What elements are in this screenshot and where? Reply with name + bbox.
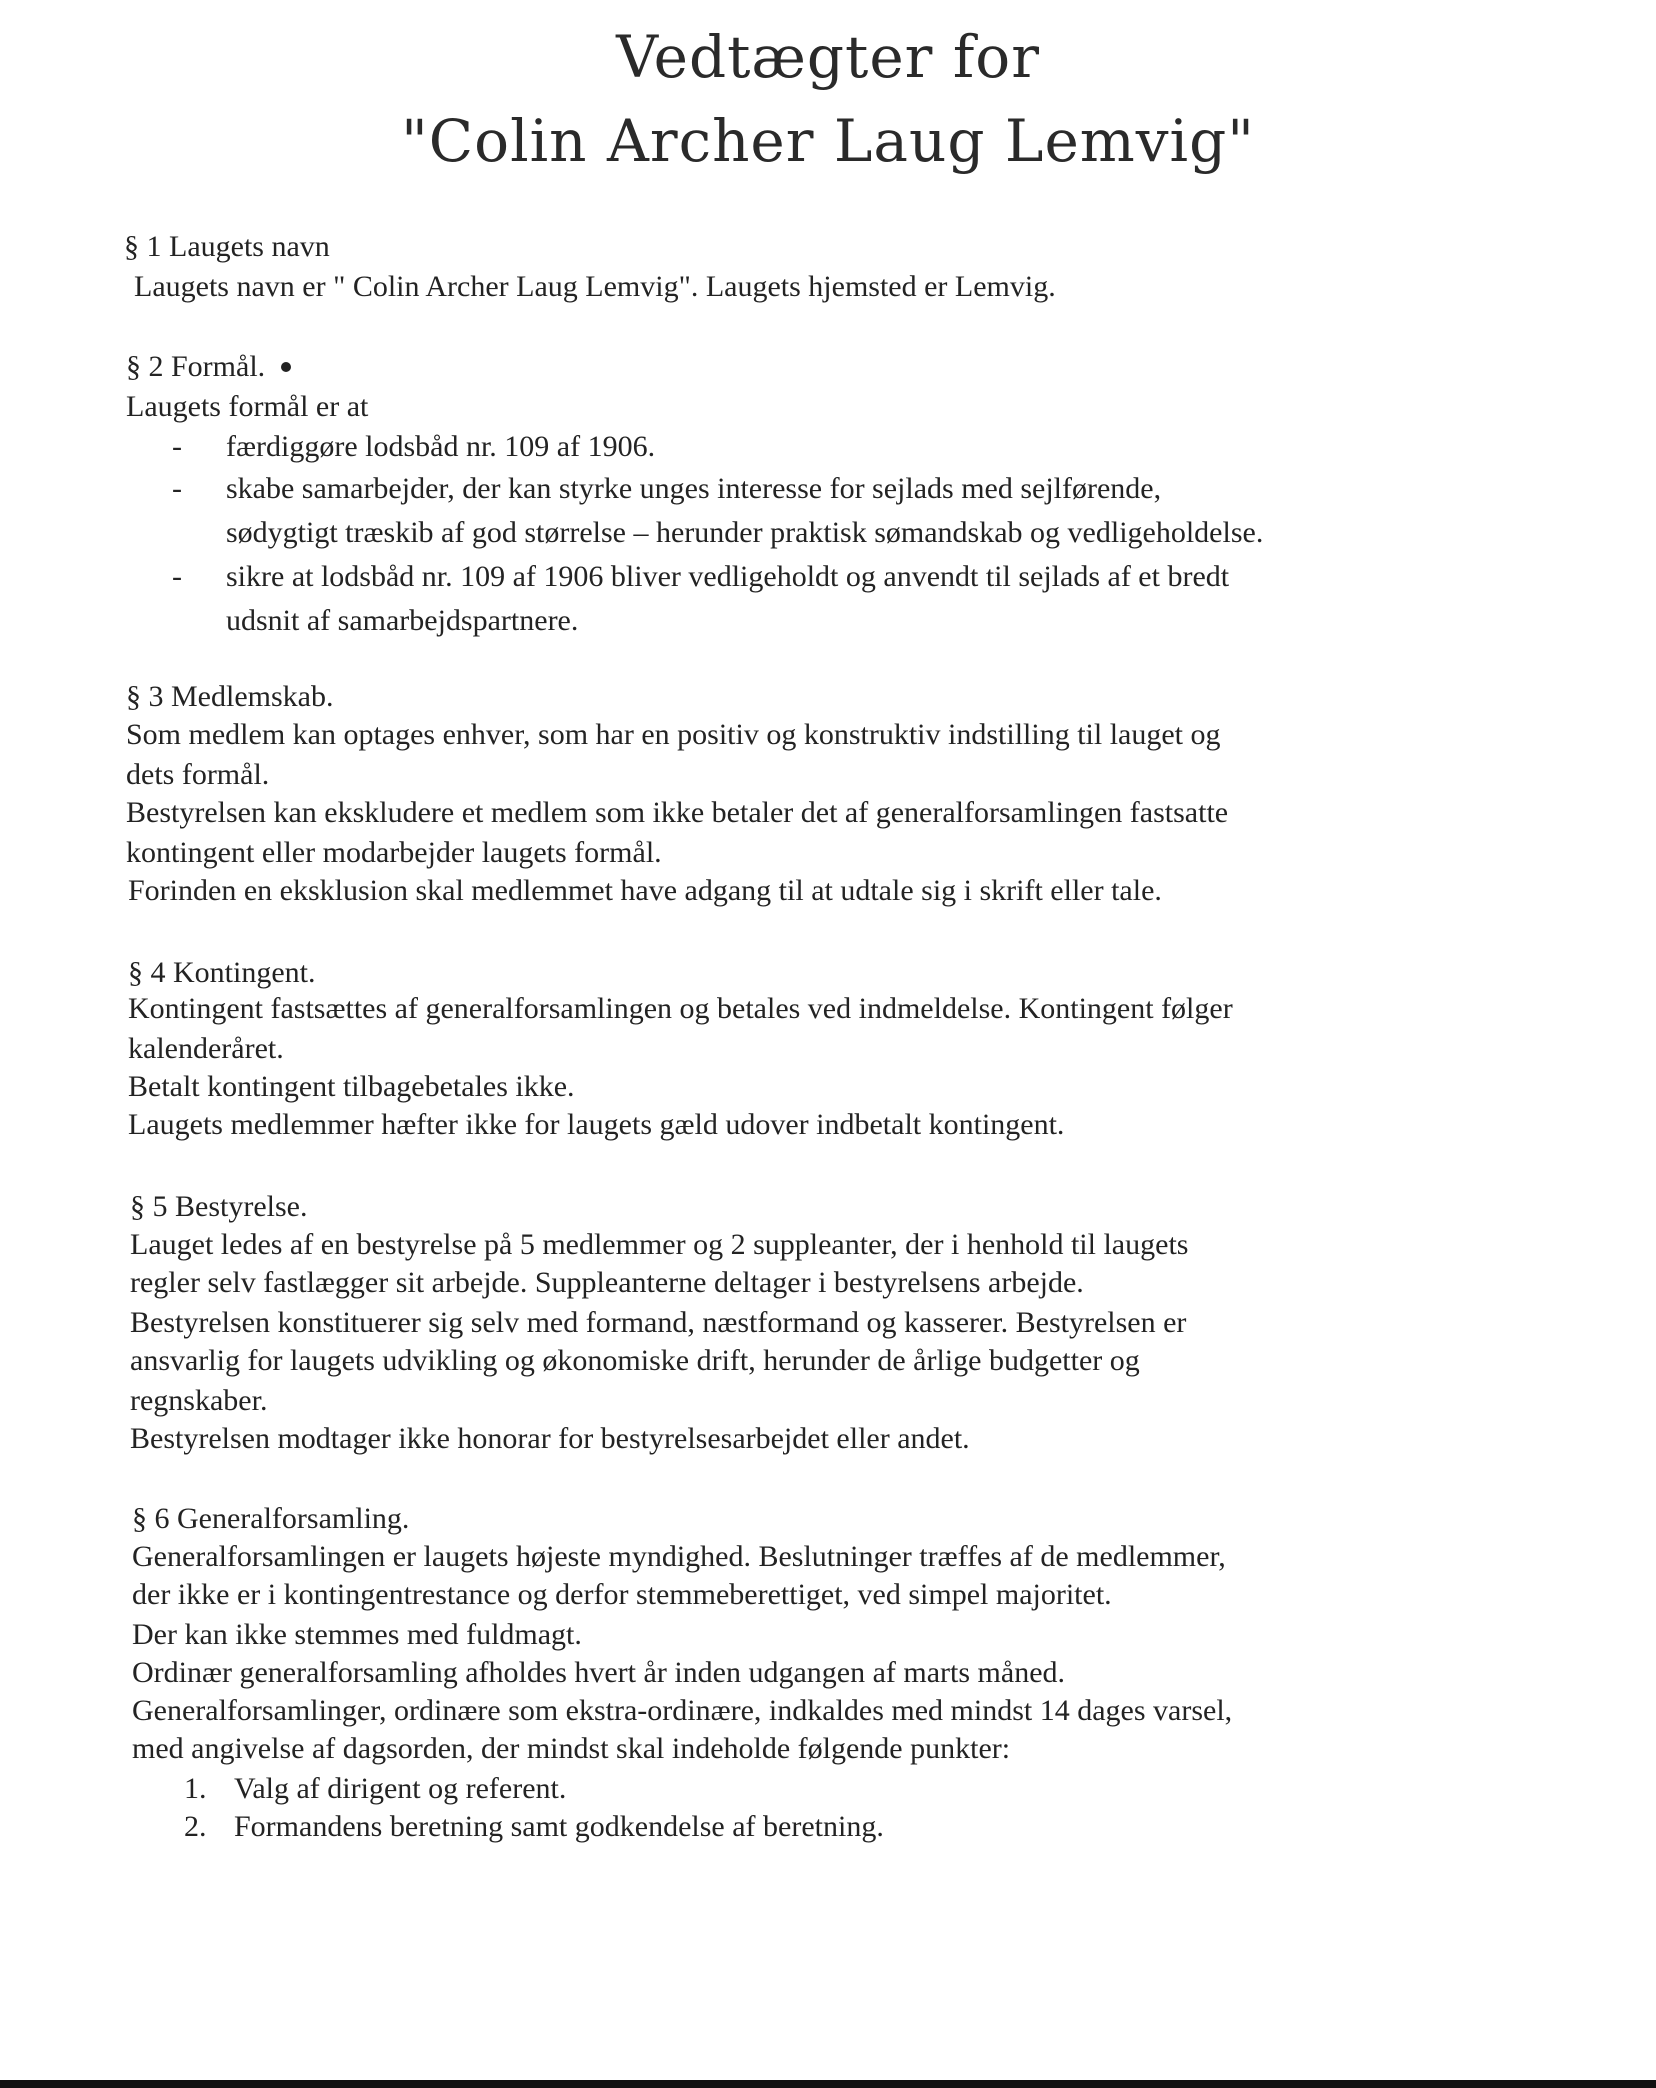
section-5-heading: § 5 Bestyrelse. (130, 1190, 308, 1223)
section-4-line-4: Laugets medlemmer hæfter ikke for laugets gæld udover indbetalt kontingent. (128, 1108, 1065, 1141)
section-6-line-2: der ikke er i kontingentrestance og derfor stemmeberettiget, ved simpel majoritet. (132, 1578, 1112, 1611)
section-1-text: Laugets navn er " Colin Archer Laug Lemvig". Laugets hjemsted er Lemvig. (134, 270, 1056, 303)
section-6-item-1-number: 1. (184, 1772, 207, 1805)
section-3-line-4: kontingent eller modarbejder laugets formål. (126, 836, 662, 869)
section-6-heading: § 6 Generalforsamling. (132, 1502, 410, 1535)
section-3-line-3: Bestyrelsen kan ekskludere et medlem som ikke betaler det af generalforsamlingen fastsatte (126, 796, 1229, 829)
section-2-item-3-line-1: sikre at lodsbåd nr. 109 af 1906 bliver vedligeholdt og anvendt til sejlads af et bredt (226, 560, 1230, 593)
section-6-line-4: Ordinær generalforsamling afholdes hvert år inden udgangen af marts måned. (132, 1656, 1066, 1689)
section-2-item-2-line-1: skabe samarbejder, der kan styrke unges interesse for sejlads med sejlførende, (226, 472, 1162, 505)
bullet-mark-icon (281, 362, 291, 372)
section-2-item-1-line-1: færdiggøre lodsbåd nr. 109 af 1906. (226, 430, 656, 463)
section-2-dash-2: - (172, 472, 182, 505)
section-6-item-1-text: Valg af dirigent og referent. (234, 1772, 567, 1805)
section-6-line-5: Generalforsamlinger, ordinære som ekstra-ordinære, indkaldes med mindst 14 dages varsel, (132, 1694, 1233, 1727)
section-3-heading: § 3 Medlemskab. (126, 680, 334, 713)
section-5-line-5: regnskaber. (130, 1384, 268, 1417)
section-5-line-4: ansvarlig for laugets udvikling og økonomiske drift, herunder de årlige budgetter og (130, 1344, 1140, 1377)
section-2-heading-wrap (126, 352, 291, 382)
section-2-dash-3: - (172, 560, 182, 593)
section-6-line-6: med angivelse af dagsorden, der mindst skal indeholde følgende punkter: (132, 1732, 1011, 1765)
section-4-heading: § 4 Kontingent. (128, 956, 316, 989)
section-5-line-1: Lauget ledes af en bestyrelse på 5 medlemmer og 2 suppleanter, der i henhold til laugets (130, 1228, 1189, 1261)
document-title-line2: "Colin Archer Laug Lemvig" (401, 107, 1255, 175)
section-2-intro: Laugets formål er at (126, 390, 369, 423)
section-6-item-2-text: Formandens beretning samt godkendelse af beretning. (234, 1810, 884, 1843)
section-2-item-3-line-2: udsnit af samarbejdspartnere. (226, 604, 579, 637)
section-2-dash-1: - (172, 430, 182, 463)
section-6-line-1: Generalforsamlingen er laugets højeste myndighed. Beslutninger træffes af de medlemmer, (132, 1540, 1226, 1573)
section-1-heading: § 1 Laugets navn (124, 230, 330, 263)
section-6-line-3: Der kan ikke stemmes med fuldmagt. (132, 1618, 582, 1651)
scan-bottom-border (0, 2080, 1656, 2088)
section-6-item-2-number: 2. (184, 1810, 207, 1843)
section-2-item-2-line-2: sødygtigt træskib af god størrelse – herunder praktisk sømandskab og vedligeholdelse. (226, 516, 1264, 549)
section-3-line-1: Som medlem kan optages enhver, som har en positiv og konstruktiv indstilling til lauget og (126, 718, 1221, 751)
section-4-line-1: Kontingent fastsættes af generalforsamlingen og betales ved indmeldelse. Kontingent følger (128, 992, 1233, 1025)
section-5-line-6: Bestyrelsen modtager ikke honorar for bestyrelsesarbejdet eller andet. (130, 1422, 970, 1455)
document-title-line1: Vedtægter for (616, 23, 1040, 91)
section-5-line-3: Bestyrelsen konstituerer sig selv med formand, næstformand og kasserer. Bestyrelsen er (130, 1306, 1187, 1339)
section-3-line-5: Forinden en eksklusion skal medlemmet have adgang til at udtale sig i skrift eller tale. (128, 874, 1162, 907)
section-3-line-2: dets formål. (126, 758, 270, 791)
section-2-heading: § 2 Formål. (126, 350, 266, 383)
section-4-line-2: kalenderåret. (128, 1032, 284, 1065)
section-4-line-3: Betalt kontingent tilbagebetales ikke. (128, 1070, 575, 1103)
section-5-line-2: regler selv fastlægger sit arbejde. Suppleanterne deltager i bestyrelsens arbejde. (130, 1266, 1084, 1299)
